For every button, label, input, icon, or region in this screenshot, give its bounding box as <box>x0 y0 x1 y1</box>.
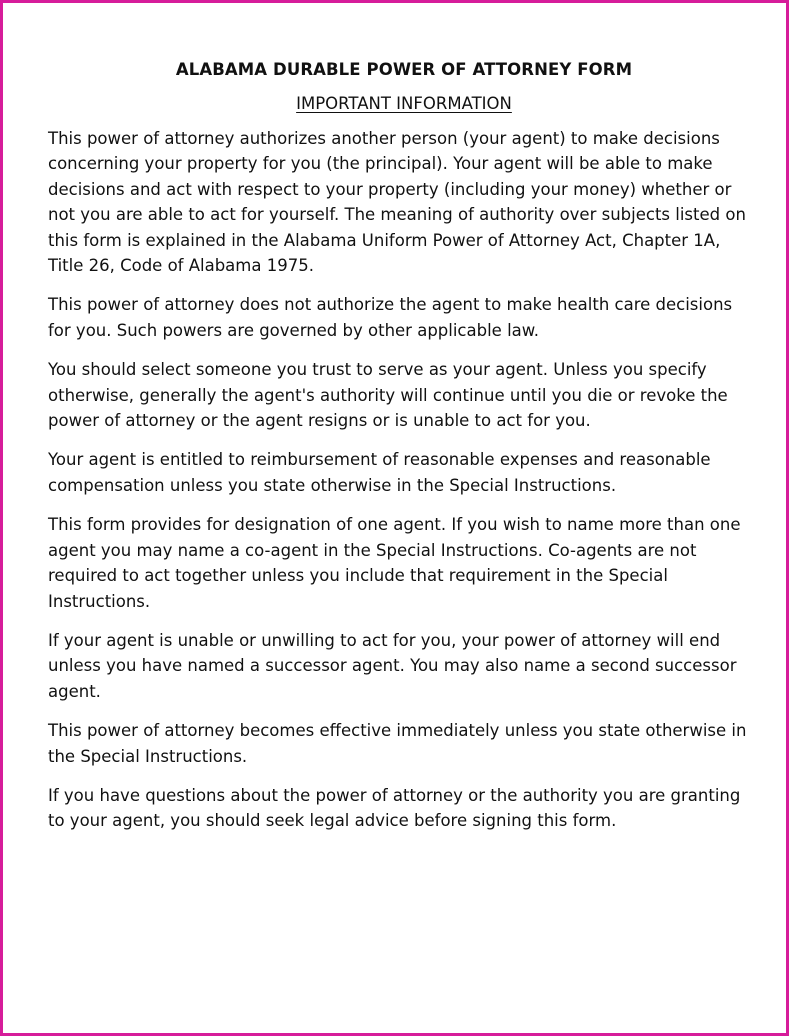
document-page <box>48 58 760 834</box>
paragraph-reimbursement: Your agent is entitled to reimbursement of reasonable expenses and reasonable compensation unless you state otherwise in the Special Instructions. <box>48 450 711 495</box>
paragraph-select-agent: You should select someone you trust to serve as your agent. Unless you specify otherwise, generally the agent's authority will continue until you die or revoke the power of attorney or the agent resigns or is unable to act for you. <box>48 360 728 431</box>
paragraph-legal-advice: If you have questions about the power of attorney or the authority you are granting to your agent, you should seek legal advice before signing this form. <box>48 785 741 831</box>
paragraph-health-care: This power of attorney does not authorize the agent to make health care decisions for you. Such powers are governed by other applicable law. <box>48 295 733 340</box>
paragraph-successor-agent: If your agent is unable or unwilling to act for you, your power of attorney will end unless you have named a successor agent. You may also name a second successor agent. <box>48 630 737 701</box>
paragraph-co-agent: This form provides for designation of one agent. If you wish to name more than one agent you may name a co-agent in the Special Instructions. Co-agents are not required to act together unless you include that requirement in the Special Instructions. <box>48 515 741 611</box>
section-heading: IMPORTANT INFORMATION <box>296 94 512 113</box>
paragraph-authorization: This power of attorney authorizes another person (your agent) to make decisions concerning your property for you (the principal). Your agent will be able to make decisions and act with respect to your property (including your money) whether or not you are able to act for yourself. The meaning of authority over subjects listed on this form is explained in the Alabama Uniform Power of Attorney Act, Chapter 1A, Title 26, Code of Alabama 1975. <box>48 129 746 276</box>
paragraph-effective: This power of attorney becomes effective immediately unless you state otherwise in the Special Instructions. <box>48 721 747 766</box>
document-title: ALABAMA DURABLE POWER OF ATTORNEY FORM <box>175 60 633 79</box>
